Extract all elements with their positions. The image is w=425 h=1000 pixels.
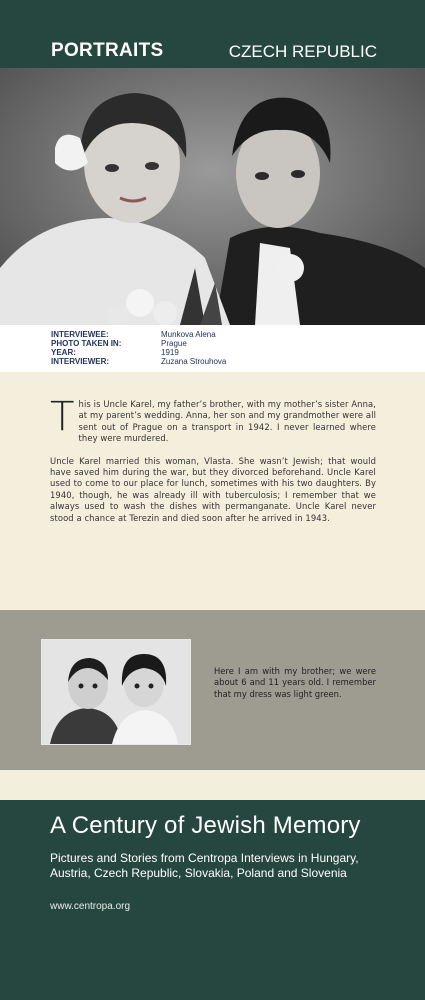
caption-value: Prague (161, 339, 187, 348)
caption-key: INTERVIEWER: (51, 357, 110, 366)
section-title: PORTRAITS (51, 40, 164, 61)
caption-value: Zuzana Strouhova (161, 357, 227, 366)
caption-value: Munkova Alena (161, 330, 216, 339)
second-photo-text: Here I am with my brother; we were about 6 and 11 years old. I remember that my dress was light green. (214, 666, 376, 699)
header-banner (0, 0, 425, 68)
caption-row (51, 357, 381, 367)
caption-value: 1919 (161, 348, 179, 357)
caption-key: YEAR: (51, 348, 76, 357)
footer (0, 800, 425, 1000)
story-paragraph (50, 394, 376, 445)
cream-band (0, 770, 425, 800)
wedding-portrait-photo (0, 68, 425, 325)
story-section (0, 372, 425, 608)
website-link[interactable]: www.centropa.org (50, 901, 131, 912)
drop-cap: T (50, 394, 75, 440)
second-photo-section (0, 610, 425, 770)
story-paragraph-text: his is Uncle Karel, my father’s brother, with my mother’s sister Anna, at my parent’s wedding. Anna, her son and my grandmother were all sent out of Prague on a transport in 1942. I never learned where they were murdered. (78, 399, 376, 444)
story-paragraph: Uncle Karel married this woman, Vlasta. She wasn’t Jewish; that would have saved him during the war, but they divorced beforehand. Uncle Karel used to come to our place for lunch, sometimes with his two daughters. By 1940, though, he was already ill with tuberculosis; I remember that we always used to wash the dishes with permanganate. Uncle Karel never stood a chance at Terezin and died soon after he arrived in 1943. (50, 455, 376, 523)
photo-caption (0, 325, 425, 372)
children-photo (41, 639, 191, 745)
country-title: CZECH REPUBLIC (228, 42, 377, 61)
caption-key: PHOTO TAKEN IN: (51, 339, 122, 348)
footer-subtitle: Pictures and Stories from Centropa Interviews in Hungary, Austria, Czech Republic, Slovakia, Poland and Slovenia (50, 851, 359, 880)
footer-title: A Century of Jewish Memory (50, 812, 361, 839)
story-text (50, 394, 376, 535)
caption-key: INTERVIEWEE: (51, 330, 109, 339)
